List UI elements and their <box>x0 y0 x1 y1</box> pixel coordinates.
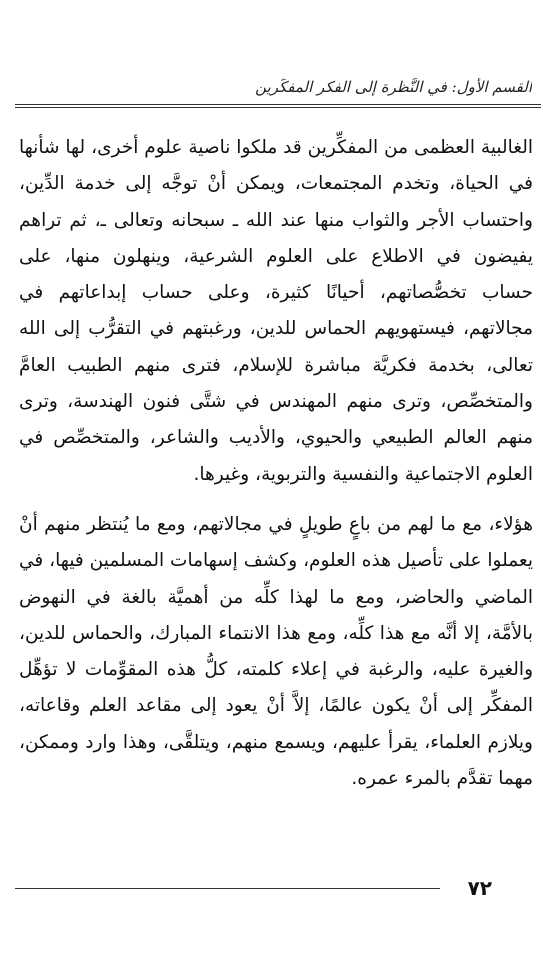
footer-rule <box>15 888 440 889</box>
paragraph-2: هؤلاء، مع ما لهم من باعٍ طويلٍ في مجالاتهم، ومع ما يُنتظر منهم أنْ يعملوا على تأصيل هذه العلوم، وكشف إسهامات المسلمين فيها، في الماضي والحاضر، ومع ما لهذا كلِّه من أهميَّة بالغة في النهوض بالأمَّة، إلا أنَّه مع هذا كلِّه، ومع هذا الانتماء المبارك، والحماس للدين، والغيرة عليه، والرغبة في إعلاء كلمته، كلُّ هذه المقوِّمات لا تؤهِّل المفكِّر إلى أنْ يكون عالمًا، إلاَّ أنْ يعود إلى مقاعد العلم وقاعاته، ويلازم العلماء، يقرأ عليهم، ويسمع منهم، ويتلقَّى، وهذا وارد وممكن، مهما تقدَّم بالمرء عمره. <box>19 513 533 790</box>
paragraph-1: الغالبية العظمى من المفكِّرين قد ملكوا ناصية علوم أخرى، لها شأنها في الحياة، وتخدم المجتمعات، ويمكن أنْ توجَّه إلى خدمة الدِّين، واحتساب الأجر والثواب منها عند الله ـ سبحانه وتعالى ـ، ثم تراهم يفيضون في الاطلاع على العلوم الشرعية، وينهلون منها، على حساب تخصُّصاتهم، أحيانًا كثيرة، وعلى حساب إبداعاتهم في مجالاتهم، فيستهويهم الحماس للدين، ورغبتهم في التقرُّب إلى الله تعالى، بخدمة فكريَّة مباشرة للإسلام، فترى منهم الطبيب العامَّ والمتخصِّص، وترى منهم المهندس في شتَّى فنون الهندسة، وترى منهم العالم الطبيعي والحيوي، والأديب والشاعر، والمتخصِّص في العلوم الاجتماعية والنفسية والتربوية، وغيرها. <box>19 137 533 485</box>
header-rule <box>15 104 541 105</box>
running-header: القسم الأول: في النَّظرة إلى الفكر المفكِّرين <box>255 78 532 96</box>
header-rule-secondary <box>15 107 541 108</box>
body-text <box>19 130 533 797</box>
page-number: ٧٢ <box>467 876 492 900</box>
